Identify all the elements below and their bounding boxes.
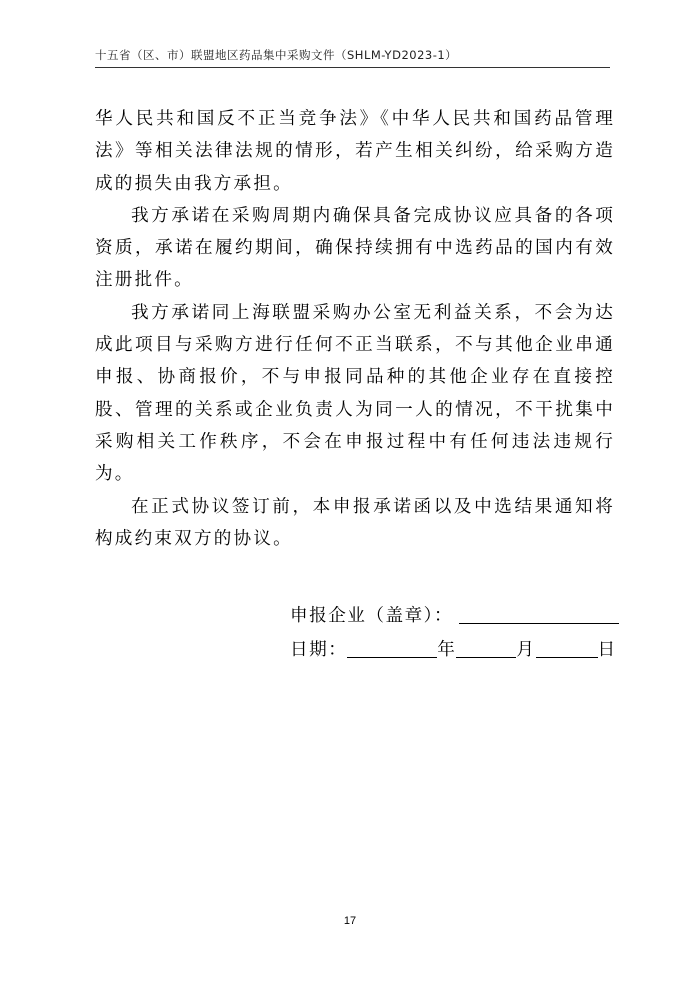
paragraph-no-conflict: 我方承诺同上海联盟采购办公室无利益关系，不会为达成此项目与采购方进行任何不正当联系，不与其他企业串通申报、协商报价，不与申报同品种的其他企业存在直接控股、管理的关系或企业负责人为同一人的情况，不干扰集中采购相关工作秩序，不会在申报过程中有任何违法违规行为。 [95,302,615,485]
date-label: 日期： [290,640,348,660]
paragraph-qualification: 我方承诺在采购周期内确保具备完成协议应具备的各项资质，承诺在履约期间，确保持续拥有中选药品的国内有效注册批件。 [95,205,615,291]
signature-date-line [290,636,617,661]
paragraph-agreement: 在正式协议签订前，本申报承诺函以及中选结果通知将构成约束双方的协议。 [95,496,615,549]
year-label: 年 [437,640,457,660]
signature-company-line [290,602,619,627]
company-seal-blank [459,605,619,624]
day-label: 日 [597,640,617,660]
paragraph-continuation: 华人民共和国反不正当竞争法》《中华人民共和国药品管理法》等相关法律法规的情形，若产生相关纠纷，给采购方造成的损失由我方承担。 [95,109,615,194]
day-blank [536,639,598,658]
page-header-title: 十五省（区、市）联盟地区药品集中采购文件（SHLM-YD2023-1） [95,48,458,62]
document-body [95,103,615,555]
month-blank [456,639,516,658]
month-label: 月 [516,640,536,660]
company-seal-label: 申报企业（盖章）： [290,606,454,626]
page-number: 17 [343,915,357,927]
header-divider [95,67,610,68]
year-blank [347,639,437,658]
